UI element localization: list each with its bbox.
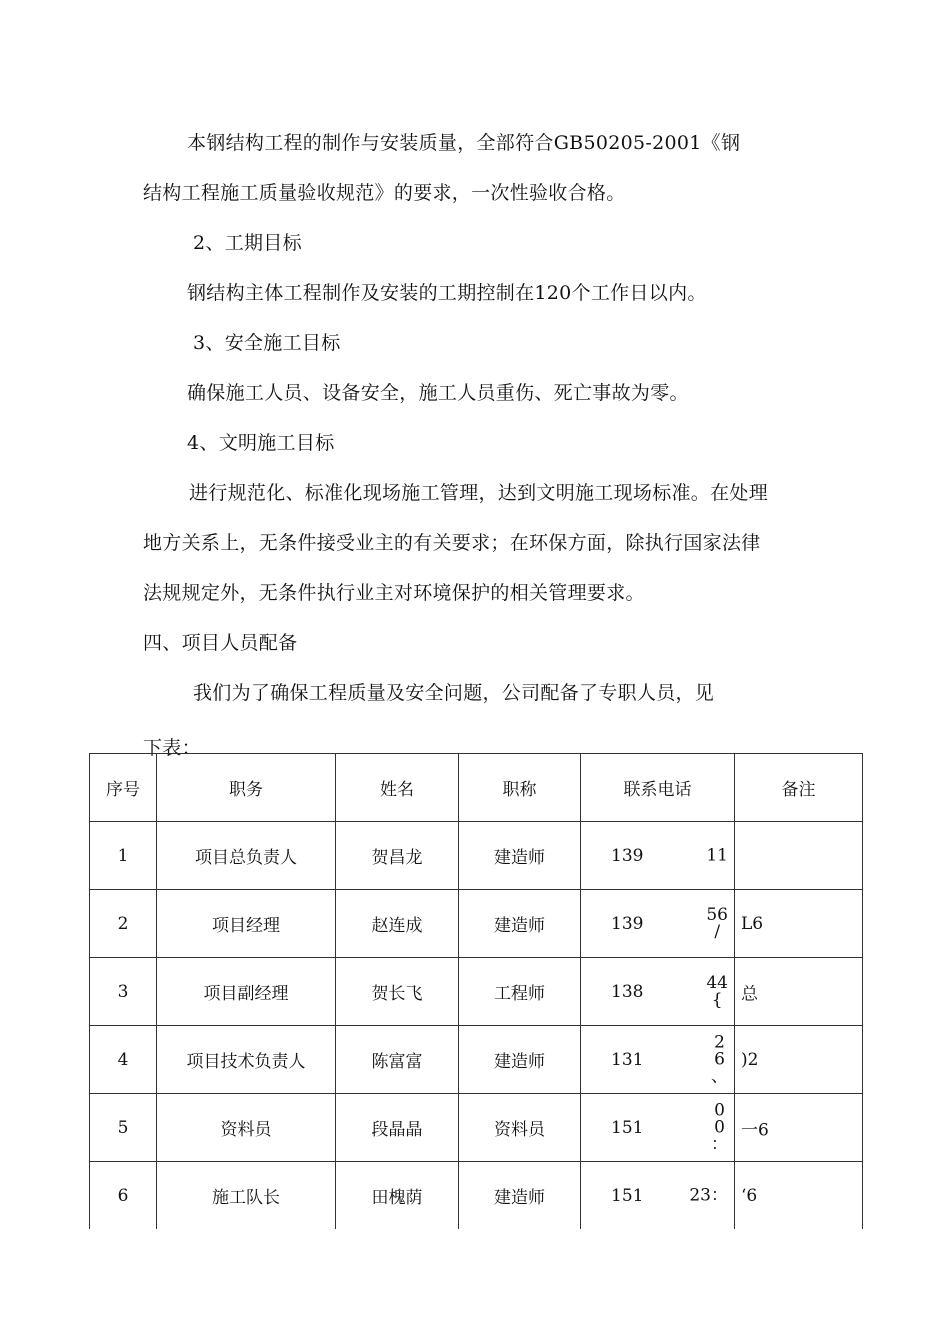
table-row (90, 1026, 863, 1094)
cell-role: 项目总负责人 (157, 822, 336, 890)
paragraph-line-8: 进行规范化、标准化现场施工管理，达到文明施工现场标准。在处理 (189, 482, 769, 504)
cell-phone (581, 1162, 735, 1230)
cell-role: 项目技术负责人 (157, 1026, 336, 1094)
phone-prefix: 151 (611, 1117, 644, 1138)
header-cell-no: 序号 (90, 754, 157, 822)
phone-tail-fragment: 2 (714, 1032, 725, 1052)
header-cell-note: 备注 (735, 754, 863, 822)
cell-role: 项目副经理 (157, 958, 336, 1026)
paragraph-line-10: 法规规定外，无条件执行业主对环境保护的相关管理要求。 (143, 582, 645, 604)
phone-prefix: 139 (611, 913, 644, 934)
table-row (90, 822, 863, 890)
phone-tail-fragment: 、 (711, 1066, 728, 1086)
heading-safety-goal: 3、安全施工目标 (193, 332, 341, 354)
phone-tail (706, 847, 728, 864)
cell-note (735, 890, 863, 958)
header-cell-role: 职务 (157, 754, 336, 822)
cell-title: 建造师 (459, 890, 581, 958)
phone-prefix: 138 (611, 981, 644, 1002)
header-cell-phone: 联系电话 (581, 754, 735, 822)
heading-schedule-goal: 2、工期目标 (193, 232, 302, 254)
cell-role: 施工队长 (157, 1162, 336, 1230)
cell-title: 建造师 (459, 1162, 581, 1230)
cell-no: 6 (90, 1162, 157, 1230)
cell-no: 2 (90, 890, 157, 958)
section-heading-staffing: 四、项目人员配备 (143, 632, 298, 654)
cell-no: 5 (90, 1094, 157, 1162)
heading-civilized-goal: 4、文明施工目标 (187, 432, 335, 454)
paragraph-line-2: 结构工程施工质量验收规范》的要求，一次性验收合格。 (143, 182, 626, 204)
phone-tail-fragment: 11 (706, 845, 728, 865)
phone-tail (689, 1187, 728, 1204)
cell-no: 4 (90, 1026, 157, 1094)
table-row (90, 958, 863, 1026)
phone-prefix: 151 (611, 1185, 644, 1206)
phone-tail-fragment: 0 (714, 1100, 725, 1120)
phone-tail (706, 904, 728, 942)
header-cell-title: 职称 (459, 754, 581, 822)
cell-note (735, 1094, 863, 1162)
phone-prefix: 131 (611, 1049, 644, 1070)
phone-tail (711, 1102, 728, 1153)
phone-tail-fragment: 23： (689, 1185, 728, 1205)
phone-tail-fragment: / (714, 921, 721, 942)
cell-note (735, 822, 863, 890)
cell-name: 段晶晶 (336, 1094, 459, 1162)
paragraph-line-12: 我们为了确保工程质量及安全问题，公司配备了专职人员，见 (193, 682, 715, 704)
cell-role: 项目经理 (157, 890, 336, 958)
table-header-row (90, 754, 863, 822)
cell-name: 赵连成 (336, 890, 459, 958)
cell-phone (581, 1094, 735, 1162)
note-text: 一6 (741, 1120, 769, 1140)
phone-tail-fragment: 0 (714, 1117, 725, 1137)
note-text: 总 (741, 984, 758, 1004)
cell-name: 贺长飞 (336, 958, 459, 1026)
note-text: ‘6 (741, 1185, 758, 1206)
cell-title: 资料员 (459, 1094, 581, 1162)
cell-no: 1 (90, 822, 157, 890)
cell-name: 陈富富 (336, 1026, 459, 1094)
cell-no: 3 (90, 958, 157, 1026)
paragraph-line-1: 本钢结构工程的制作与安装质量，全部符合GB50205-2001《钢 (187, 132, 741, 154)
cell-phone (581, 1026, 735, 1094)
cell-name: 田槐荫 (336, 1162, 459, 1230)
cell-note (735, 1162, 863, 1230)
table-row (90, 1094, 863, 1162)
cell-phone (581, 822, 735, 890)
table-row (90, 1162, 863, 1230)
note-text: )2 (741, 1049, 759, 1070)
phone-tail-fragment: 6 (714, 1049, 725, 1069)
paragraph-line-13: 下表： (143, 737, 201, 759)
paragraph-line-9: 地方关系上，无条件接受业主的有关要求；在环保方面，除执行国家法律 (143, 532, 761, 554)
phone-tail-fragment: 56 (706, 904, 728, 925)
phone-prefix: 139 (611, 845, 644, 866)
phone-tail (706, 972, 728, 1010)
cell-title: 建造师 (459, 822, 581, 890)
phone-tail (711, 1034, 728, 1085)
cell-note (735, 1026, 863, 1094)
cell-phone (581, 958, 735, 1026)
cell-name: 贺昌龙 (336, 822, 459, 890)
cell-note (735, 958, 863, 1026)
cell-phone (581, 890, 735, 958)
paragraph-line-6: 确保施工人员、设备安全，施工人员重伤、死亡事故为零。 (187, 382, 689, 404)
note-text: L6 (741, 913, 764, 934)
cell-role: 资料员 (157, 1094, 336, 1162)
staff-table (89, 753, 863, 1229)
phone-tail-fragment: ： (711, 1134, 728, 1154)
phone-tail-fragment: 44 (706, 972, 728, 993)
header-cell-name: 姓名 (336, 754, 459, 822)
cell-title: 工程师 (459, 958, 581, 1026)
phone-tail-fragment: { (711, 989, 723, 1010)
table-row (90, 890, 863, 958)
cell-title: 建造师 (459, 1026, 581, 1094)
paragraph-line-4: 钢结构主体工程制作及安装的工期控制在120个工作日以内。 (187, 282, 707, 304)
